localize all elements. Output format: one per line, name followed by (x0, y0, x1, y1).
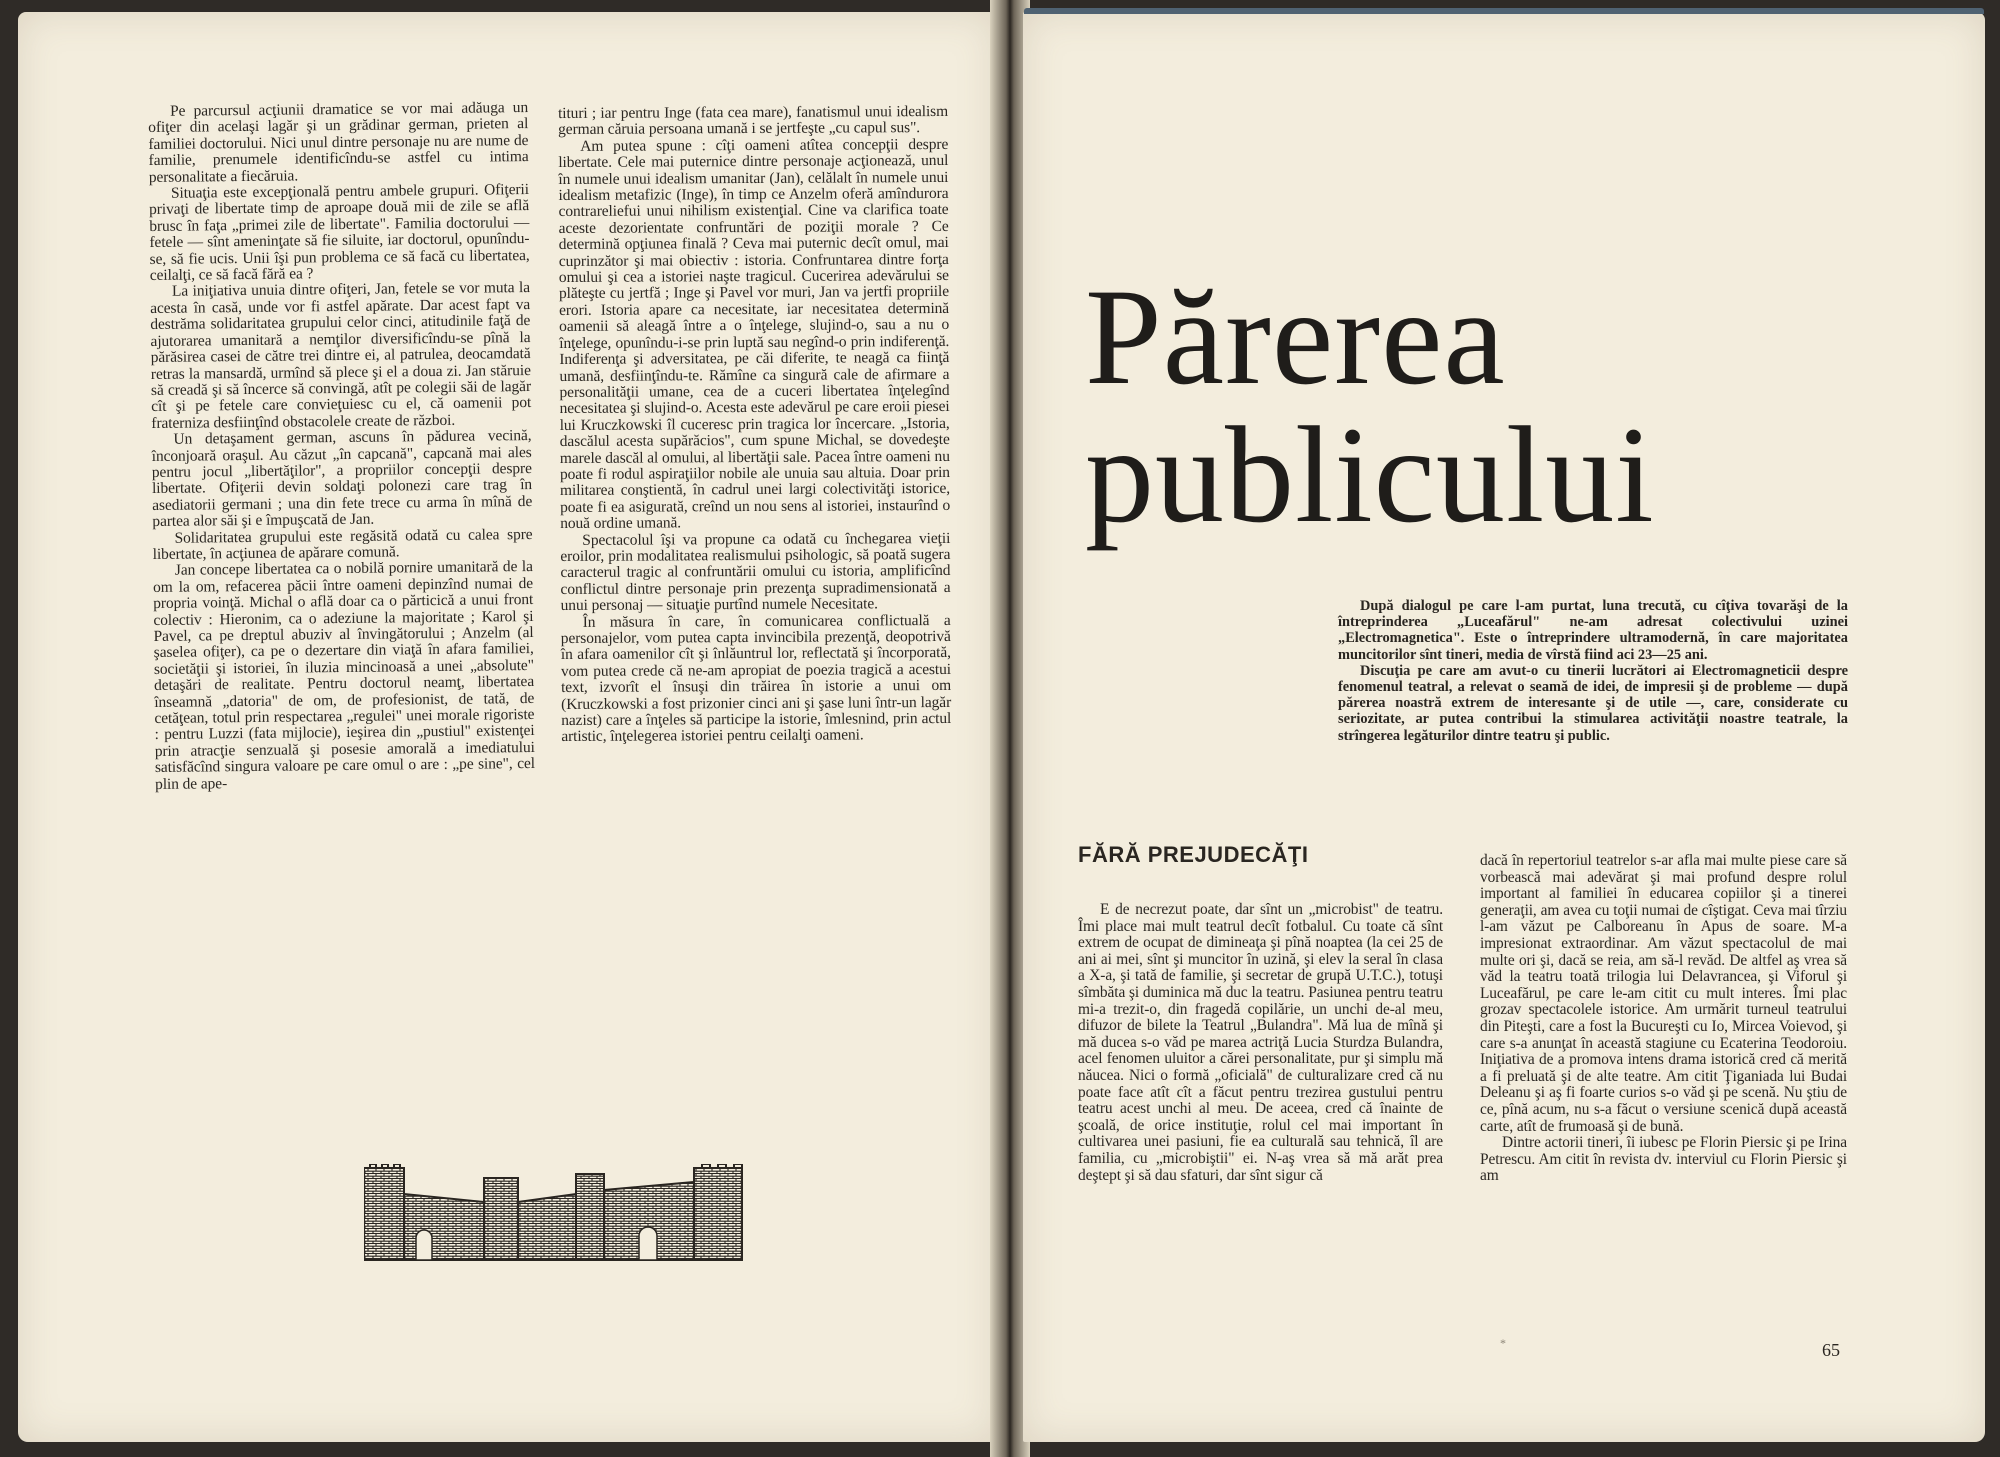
paragraph: Am putea spune : cîţi oameni atîtea concepţii despre libertate. Cele mai puternice dintre personaje acţionează, unul în numele unui idealism umanitar (Jan), celălalt în numele unui idealism metafizic (Inge), în timp ce Anzelm oferă amîndurora contrareliefui unui nihilism existenţial. Cine va clarifica toate aceste dezorientate confruntări de poziţii morale ? Ce determină opţiunea finală ? Ceva mai puternic decît omul, mai cuprinzător şi mai obiectiv : istoria. Confruntarea dintre forţa omului şi cea a istoriei naşte tragicul. Cucerirea adevărului se plăteşte cu jertfă ; Inge şi Pavel vor muri, Jan va jertfi propriile erori. Istoria apare ca necesitate, iar necesitatea determină oamenii să aleagă între a o înţelege, slujind-o, sau a nu o înţelege, opunîndu-i-se prin luptă sau negînd-o prin indiferenţă. Indiferenţa şi adversitatea, pe căi diferite, te neagă ca fiinţă umană, desfiinţîndu-te. Rămîne ca singură cale de afirmare a personalităţii umane, cea de a cuceri libertatea înţelegînd necesitatea şi slujind-o. Acesta este adevărul pe care eroii piesei lui Kruczkowski îl cuceresc prin tragica lor încercare. „Istoria, dascălul acesta supărăcios", cum spune Michal, se dovedeşte marele dascăl al omului, al libertăţii sale. Pacea între oameni nu poate fi rodul aspiraţiilor nobile ale unuia sau altuia. Doar prin militarea conştientă, în cadrul unei largi colectivităţi istorice, poate fi ea asigurată, creînd un nou sens al istoriei, instaurînd o nouă ordine umană. (558, 135, 951, 533)
page-number: 65 (1822, 1340, 1840, 1360)
intro-paragraph: Discuţia pe care am avut-o cu tinerii lucrători ai Electromagneticii despre fenomenul teatral, a relevat o seamă de idei, de impresii şi de probleme — după părerea noastră extrem de interesante şi de utile —, care, considerate cu seriozitate, ar putea contribui la stimularea activităţii noastre teatrale, la strîngerea legăturilor dintre teatru şi public. (1338, 662, 1848, 744)
paragraph: Dintre actorii tineri, îi iubesc pe Florin Piersic şi pe Irina Petrescu. Am citit în revista dv. interviul cu Florin Piersic şi am (1480, 1134, 1847, 1185)
article-intro (1338, 598, 1848, 744)
paragraph: dacă în repertoriul teatrelor s-ar afla mai multe piese care să vorbească mai adevărat şi mai profund despre rolul important al familiei în educarea copiilor şi a tinerei generaţii, am avea cu toţii numai de cîştigat. Ceva mai tîrziu l-am văzut pe Calboreanu în Apus de soare. M-a impresionat extraordinar. Am văzut spectacolul de mai multe ori şi, dacă se reia, am să-l revăd. De altfel aş vrea să văd la teatru toată trilogia lui Delavrancea, şi Viforul şi Luceafărul, pe care le-am citit cu mult interes. Îmi plac grozav spectacolele istorice. Am urmărit turneul teatrului din Piteşti, care a fost la Bucureşti cu Io, Mircea Voievod, şi care s-a anunţat în această stagiune cu Ecaterina Teodoroiu. Iniţiativa de a promova intens drama istorică cred că merită a fi preluată şi de alte teatre. Am citit Ţiganiada lui Budai Deleanu şi aş fi foarte curios s-o văd şi pe scenă. Nu ştiu de ce, pînă acum, nu s-a făcut o versiune scenică după această carte, atît de frumoasă şi de bună. (1480, 852, 1847, 1135)
left-column-1 (148, 100, 535, 793)
left-column-2 (558, 104, 951, 746)
paragraph: Pe parcursul acţiunii dramatice se vor mai adăuga un ofiţer din acelaşi lagăr şi un grădinar german, prieten al familiei doctorului. Nici unul dintre personaje nu are nume de familie, prenumele identificîndu-se astfel cu intima personalitate a fiecăruia. (148, 99, 529, 186)
paragraph: Un detaşament german, ascuns în pădurea vecină, înconjoară oraşul. Au căzut „în capcană", capcană mai ales pentru jocul „libertăţilor", a propriilor concepţii despre libertate. Ofiţerii devin soldaţi polonezi care trag în asediatorii germani ; una din fete trece cu arma în mînă de partea alor săi şi e împuşcată de Jan. (151, 427, 533, 531)
title-line-1: Părerea (1085, 260, 1506, 413)
paragraph: În măsura în care, în comunicarea conflictuală a personajelor, vom putea capta invincibila prezenţă, deopotrivă în afara oamenilor cît şi înlăuntrul lor, reflectată şi încorporată, vom putea crede că ne-am apropiat de poezia tragică a acestui text, izvorît el însuşi din trăirea în istorie a unui om (Kruczkowski a fost prizonier cinci ani şi şase luni într-un lagăr nazist) care a înţeles să participe la istorie, îmlesnind, prin actul artistic, înţelegerea istoriei pentru ceilalţi oameni. (560, 611, 952, 746)
paragraph: Jan concepe libertatea ca o nobilă pornire umanitară de la om la om, refacerea păcii între oameni depinzînd numai de propria voinţă. Michal o află doar ca o părticică a unui front colectiv : Hieronim, ca o adeziune la majoritate ; Karol şi Pavel, ca pe dreptul abuziv al învingătorului ; Anzelm (al şaselea ofiţer), ca pe o dezertare din viaţă în afara familiei, societăţii şi istoriei, în iluzia mincinoasă a unei „absolute" detaşări de realitate. Pentru doctorul neamţ, libertatea înseamnă „datoria" de om, de profesionist, de tată, de cetăţean, totul prin respectarea „regulei" unei morale rigoriste : pentru Luzzi (fata mijlocie), ieşirea din „pustiul" existenţei prin atracţie senzuală şi posesie amorală a imediatului satisfăcînd singura valoare pe care omul o are : „pe sine", cel plin de ape- (152, 558, 536, 793)
paragraph: La iniţiativa unuia dintre ofiţeri, Jan, fetele se vor muta la acesta în casă, unde vor fi astfel apărate. Dar acest fapt va destrăma solidaritatea grupului celor cinci, atitudinile faţă de ajutorarea umanitară a nemţilor diversificîndu-se pînă la părăsirea casei de către trei dintre ei, al patrulea, deocamdată retras la mansardă, urmînd să plece şi el a doua zi. Jan stăruie să creadă şi să încerce să convingă, atît pe colegii săi de lagăr cît şi pe fetele care convieţuiesc cu el, că oamenii pot fraterniza desfiinţînd obstacolele create de război. (150, 279, 532, 432)
title-line-2: publicului (1085, 398, 1655, 551)
paragraph: Solidaritatea grupului este regăsită odată cu calea spre libertate, în acţiunea de apărare comună. (152, 525, 533, 563)
paragraph: Spectacolul îşi va propune ca odată cu închegarea vieţii eroilor, prin modalitatea realismului psihologic, să poată sugera caracterul tragic al confruntării omului cu istoria, amplificînd conflictul dintre personaje prin prezenţa supradimensionată a unui personaj — situaţie purtînd numele Necesitate. (560, 529, 951, 615)
decorative-mark: * (1500, 1336, 1506, 1350)
paragraph: E de necrezut poate, dar sînt un „microbist" de teatru. Îmi place mai mult teatrul decît fotbalul. Cu toate că sînt extrem de ocupat de dimineaţa şi pînă noaptea (la cei 25 de ani ai mei, sînt şi muncitor în uzină, şi elev la seral în clasa a X-a, şi tată de familie, şi secretar de grupă U.T.C.), totuşi sîmbăta şi duminica mă duc la teatru. Pasiunea pentru teatru mi-a trezit-o, din fragedă copilărie, un unchi de-al meu, difuzor de bilete la Teatrul „Bulandra". Mă lua de mînă şi mă ducea s-o văd pe marea actriţă Lucia Sturdza Bulandra, acel fenomen uluitor a cărei personalitate, pur şi simplu mă năucea. Nici o formă „oficială" de culturalizare cred că nu poate face atît cît a făcut pentru trezirea gustului pentru teatru acest unchi al meu. De aceea, cred că înainte de şcoală, de orice instituţie, rolul cel mai important în cultivarea unei pasiuni, fie ea culturală sau tehnică, îl are familia, cu „microbiştii" ei. N-aş vrea să mă arăt prea deştept şi să dau sfaturi, dar sînt sigur că (1078, 901, 1443, 1184)
paragraph: Situaţia este excepţională pentru ambele grupuri. Ofiţerii privaţi de libertate timp de aproape două mii de zile se află brusc în faţa „primei zile de libertate". Familia doctorului — fetele — sînt ameninţate să fie siluite, iar doctorul, opunîndu-se, să fie ucis. Unii îşi pun problema ce să facă cu libertatea, ceilalţi, ce să facă fără ea ? (149, 181, 530, 285)
page-edge-stripe (1024, 8, 1984, 14)
paragraph: tituri ; iar pentru Inge (fata cea mare), fanatismul unui idealism german căruia persoana umană i se jertfeşte „cu capul sus". (557, 102, 949, 139)
right-column-2 (1480, 853, 1847, 1185)
fortress-wall-illustration (364, 1164, 744, 1264)
right-column-1 (1078, 902, 1443, 1184)
section-heading: FĂRĂ PREJUDECĂŢI (1078, 842, 1309, 867)
article-title (1085, 260, 1705, 551)
left-page (18, 12, 996, 1442)
intro-paragraph: După dialogul pe care l-am purtat, luna trecută, cu cîţiva tovarăşi de la întreprinderea „Luceafărul" ne-am adresat colectivului uzinei „Electromagnetica". Este o întreprindere ultramodernă, în care majoritatea muncitorilor sînt tineri, media de vîrstă fiind aci 23—25 ani. (1338, 598, 1848, 663)
